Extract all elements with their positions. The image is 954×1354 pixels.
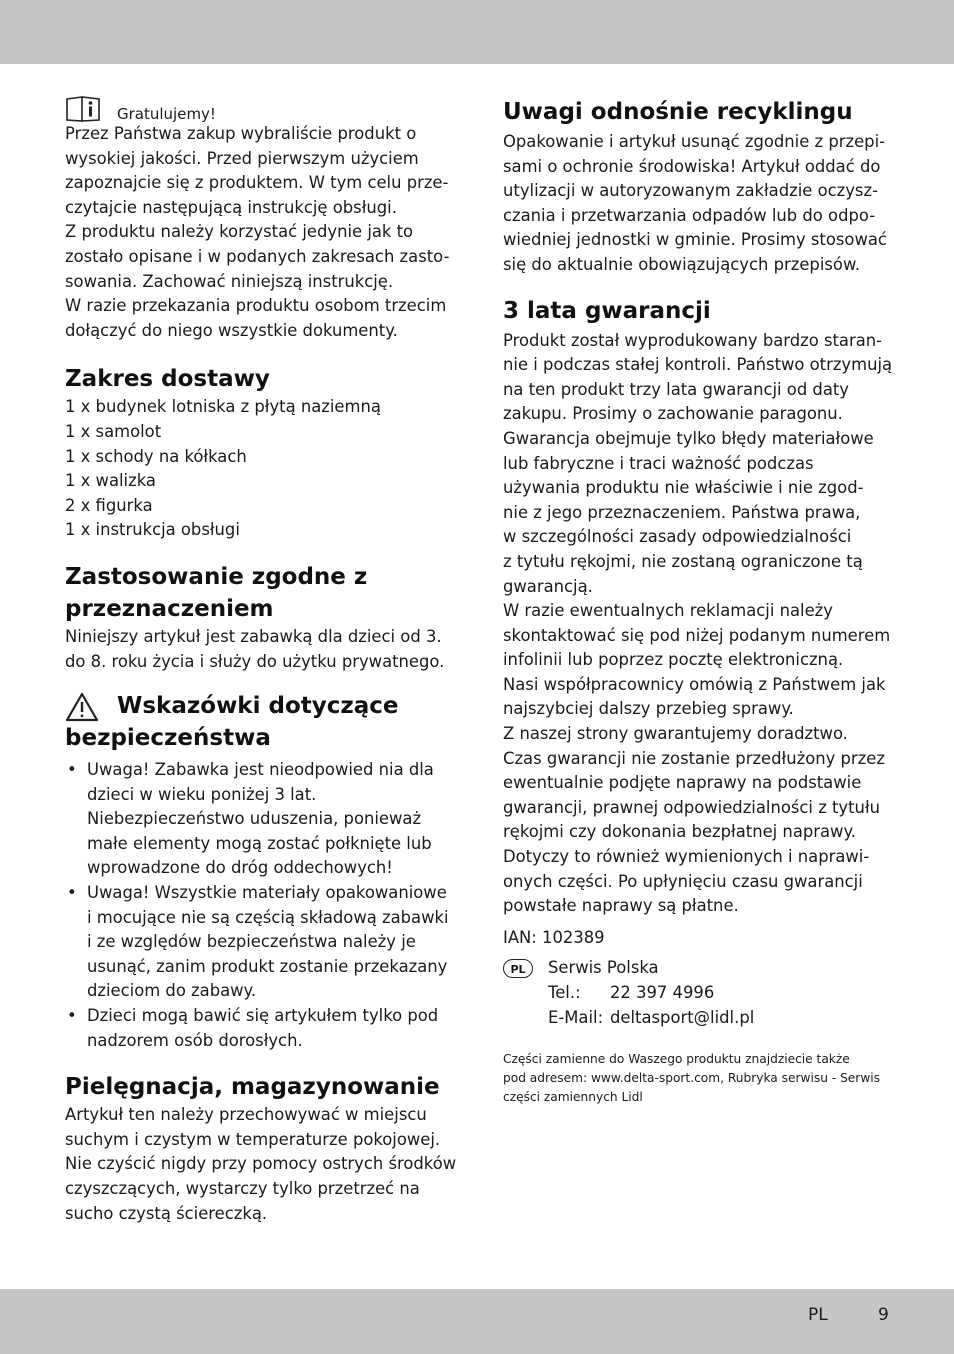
list-item: • Uwaga! Zabawka jest nieodpowied nia dla dzieci w wieku poniżej 3 lat. Niebezpieczeństwo uduszenia, ponieważ małe elementy mogą zostać połknięte lub wprowadzone do dróg oddechowych! (65, 758, 457, 881)
list-item: 2 x figurka (65, 495, 153, 515)
intro-text: Przez Państwa zakup wybraliście produkt o wysokiej jakości. Przed pierwszym użyciem zapoznajcie się z produktem. W tym celu prze- czytajcie następującą instrukcję obsługi. Z produktu należy korzystać jedynie jak to zostało opisane i w podanych zakresach zasto- sowania. Zachować niniejszą instrukcję. W razie przekazania produktu osobom trzecim dołączyć do niego wszystkie dokumenty. (65, 124, 450, 340)
care-heading: Pielęgnacja, magazynowanie (65, 1074, 440, 1101)
country-badge-pl: PL (503, 959, 533, 978)
service-name: Serwis Polska (548, 958, 659, 978)
usage-heading: Zastosowanie zgodne z przeznaczeniem (65, 563, 368, 622)
ian-number: IAN: 102389 (503, 927, 605, 947)
spare-parts-note: Części zamienne do Waszego produktu znajdziecie także pod adresem: www.delta-sport.com, Rubryka serwisu - Serwis części zamiennych Lidl (503, 1052, 881, 1105)
delivery-heading: Zakres dostawy (65, 366, 270, 393)
list-item: 1 x samolot (65, 421, 162, 441)
footer-language: PL (808, 1305, 828, 1325)
delivery-list (65, 395, 457, 543)
care-text: Artykuł ten należy przechowywać w miejscu suchym i czystym w temperaturze pokojowej. Nie czyścić nigdy przy pomocy ostrych środków czyszczących, wystarczy tylko przetrzeć na sucho czystą ściereczką. (65, 1105, 457, 1223)
list-item: • Dzieci mogą bawić się artykułem tylko pod nadzorem osób dorosłych. (65, 1004, 457, 1053)
tel-value: 22 397 4996 (610, 983, 715, 1002)
service-contact (548, 981, 754, 1030)
list-item: 1 x walizka (65, 471, 156, 491)
recycling-heading: Uwagi odnośnie recyklingu (503, 99, 853, 125)
service-details (548, 956, 754, 1030)
left-column (65, 96, 457, 1226)
intro-header (65, 96, 457, 122)
service-block (503, 956, 895, 1030)
safety-list (65, 758, 457, 1053)
list-item: 1 x schody na kółkach (65, 446, 247, 466)
recycling-text: Opakowanie i artykuł usunąć zgodnie z przepi- sami o ochronie środowiska! Artykuł oddać do utylizacji w autoryzowanym zakładzie oczysz- czania i przetwarzania odpadów lub do odpo- wiedniej jednostki w gminie. Prosimy stosować się do aktualnie obowiązujących przepisów. (503, 132, 887, 274)
list-item: 1 x instrukcja obsługi (65, 520, 240, 540)
usage-text: Niniejszy artykuł jest zabawką dla dzieci od 3. do 8. roku życia i służy do użytku prywatnego. (65, 626, 445, 671)
mail-value: deltasport@lidl.pl (610, 1007, 755, 1027)
warranty-text: Produkt został wyprodukowany bardzo staran- nie i podczas stałej kontroli. Państwo otrzymują na ten produkt trzy lata gwarancji od daty zakupu. Prosimy o zachowanie paragonu. Gwarancja obejmuje tylko błędy materiałowe lub fabryczne i traci ważność podczas używania produktu nie właściwie i nie zgod- nie z jego przeznaczeniem. Państwa prawa, w szczególności zasady odpowiedzialności z tytułu rękojmi, nie zostaną ograniczone tą gwarancją. W razie ewentualnych reklamacji należy skontaktować się pod niżej podanym numerem infolinii lub poprzez pocztę elektroniczną. Nasi współpracownicy omówią z Państwem jak najszybciej dalszy przebieg sprawy. Z naszej strony gwarantujemy doradztwo. Czas gwarancji nie zostanie przedłużony przez ewentualnie podjęte naprawy na podstawie gwarancji, prawnej odpowiedzialności z tytułu rękojmi czy dokonania bezpłatnej naprawy. Dotyczy to również wymienionych i naprawi- onych części. Po upłynięciu czasu gwarancji powstałe naprawy są płatne. (503, 330, 893, 916)
manual-info-icon (65, 96, 101, 122)
safety-heading-line-2: bezpieczeństwa (65, 725, 271, 752)
mail-label: E-Mail: (548, 1007, 604, 1027)
page-number: 9 (878, 1305, 889, 1325)
safety-heading: Wskazówki dotyczące (117, 693, 399, 720)
warranty-heading: 3 lata gwarancji (503, 297, 711, 324)
safety-heading-row (65, 690, 457, 722)
list-item: • Uwaga! Wszystkie materiały opakowaniowe i mocujące nie są częścią składową zabawki i ze względów bezpieczeństwa należy je usunąć, zanim produkt zostanie przekazany dzieciom do zabawy. (65, 881, 457, 1004)
list-item: 1 x budynek lotniska z płytą naziemną (65, 397, 381, 417)
warning-triangle-icon (65, 692, 99, 722)
right-column (503, 96, 895, 1107)
header-band (0, 0, 954, 64)
intro-greeting: Gratulujemy! (117, 105, 216, 123)
tel-label: Tel.: (548, 983, 581, 1002)
